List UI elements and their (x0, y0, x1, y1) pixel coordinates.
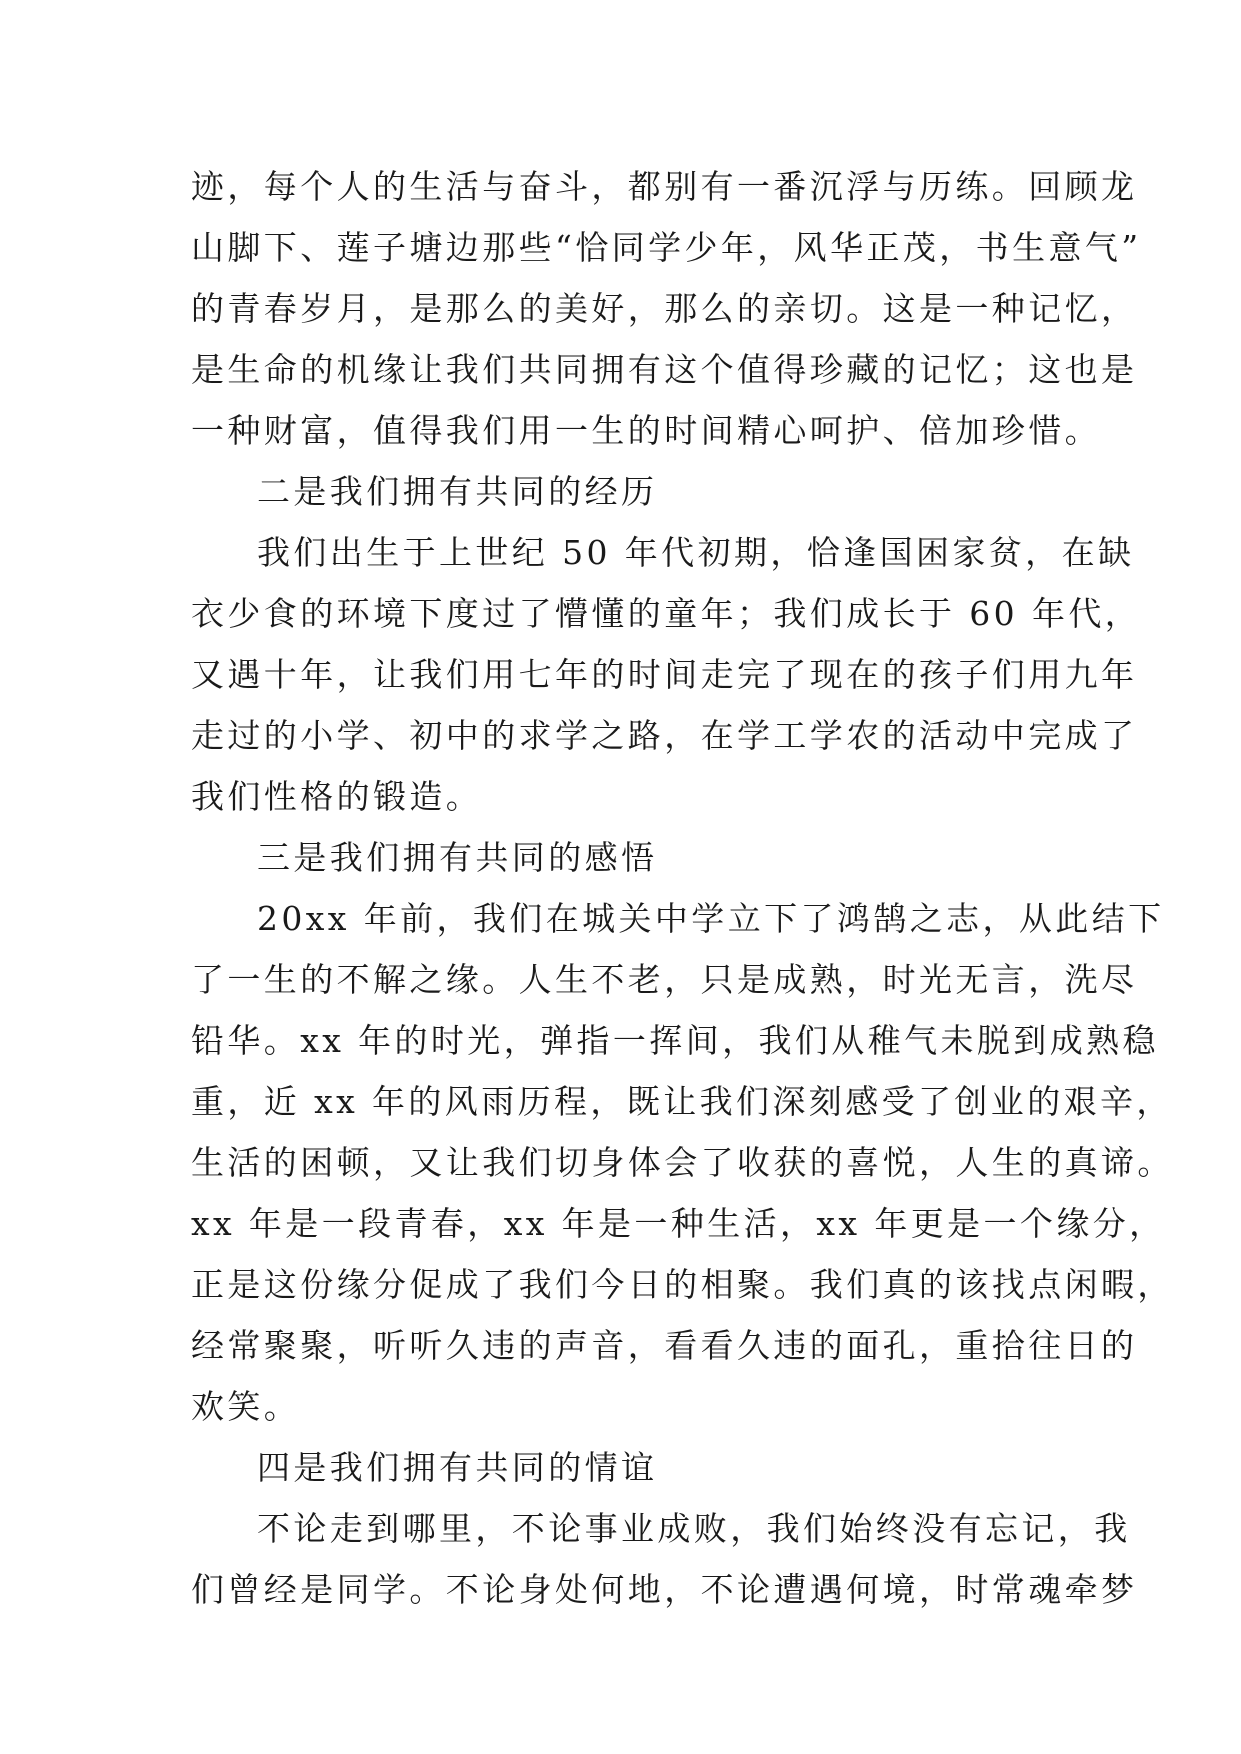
text-line: 迹，每个人的生活与奋斗，都别有一番沉浮与历练。回顾龙 (191, 167, 1138, 206)
text-line: 经常聚聚，听听久违的声音，看看久违的面孔，重拾往日的 (191, 1326, 1138, 1365)
paragraph-first-line: 不论走到哪里，不论事业成败，我们始终没有忘记，我 (257, 1509, 1131, 1548)
text-line: 们曾经是同学。不论身处何地，不论遭遇何境，时常魂牵梦 (191, 1570, 1138, 1609)
text-line: 生活的困顿，又让我们切身体会了收获的喜悦，人生的真谛。 (191, 1143, 1174, 1182)
paragraph-first-line: 20xx 年前，我们在城关中学立下了鸿鹄之志，从此结下 (257, 899, 1165, 938)
text-line: 又遇十年，让我们用七年的时间走完了现在的孩子们用九年 (191, 655, 1138, 694)
text-line: 了一生的不解之缘。人生不老，只是成熟，时光无言，洗尽 (191, 960, 1138, 999)
text-line: 一种财富，值得我们用一生的时间精心呵护、倍加珍惜。 (191, 411, 1101, 450)
text-line: 衣少食的环境下度过了懵懂的童年；我们成长于 60 年代， (191, 594, 1142, 633)
text-line: 正是这份缘分促成了我们今日的相聚。我们真的该找点闲暇， (191, 1265, 1174, 1304)
section-heading: 二是我们拥有共同的经历 (257, 472, 658, 511)
text-line: xx 年是一段青春，xx 年是一种生活，xx 年更是一个缘分， (191, 1204, 1166, 1243)
text-line: 是生命的机缘让我们共同拥有这个值得珍藏的记忆；这也是 (191, 350, 1138, 389)
text-line: 走过的小学、初中的求学之路，在学工学农的活动中完成了 (191, 716, 1138, 755)
paragraph-first-line: 我们出生于上世纪 50 年代初期，恰逢国困家贫，在缺 (257, 533, 1135, 572)
text-line: 的青春岁月，是那么的美好，那么的亲切。这是一种记忆， (191, 289, 1138, 328)
text-line: 欢笑。 (191, 1387, 301, 1426)
section-heading: 三是我们拥有共同的感悟 (257, 838, 658, 877)
section-heading: 四是我们拥有共同的情谊 (257, 1448, 658, 1487)
document-body (191, 156, 1174, 1620)
text-line: 我们性格的锻造。 (191, 777, 483, 816)
text-line: 重，近 xx 年的风雨历程，既让我们深刻感受了创业的艰辛， (191, 1082, 1173, 1121)
text-line: 山脚下、莲子塘边那些“恰同学少年，风华正茂，书生意气” (191, 228, 1142, 267)
text-line: 铅华。xx 年的时光，弹指一挥间，我们从稚气未脱到成熟稳 (191, 1021, 1159, 1060)
